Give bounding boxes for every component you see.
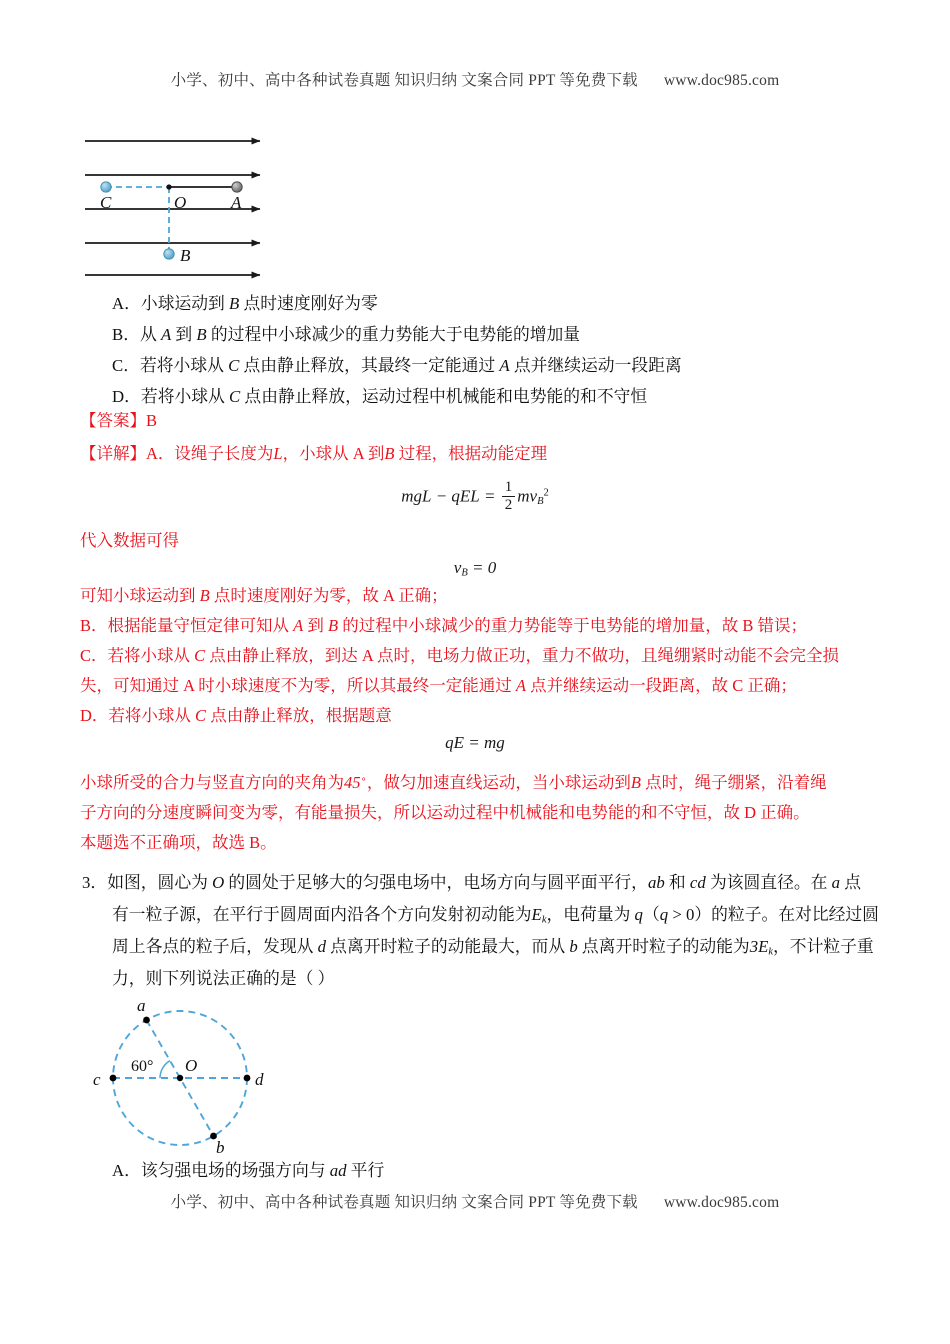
q3-line-4: 力，则下列说法正确的是（ ） — [112, 969, 335, 988]
circle-label-o: O — [185, 1056, 198, 1075]
explanation-line-7: D．若将小球从 C 点由静止释放，根据题意 — [80, 706, 392, 725]
point-o — [177, 1075, 183, 1081]
circle-label-d: d — [255, 1070, 264, 1089]
q2-option-a-label: A． — [112, 294, 141, 313]
circle-label-c: c — [93, 1070, 101, 1089]
figure1-label-b: B — [180, 246, 191, 265]
ball-b — [164, 249, 174, 259]
angle-arc-60 — [160, 1061, 170, 1078]
q2-option-b[interactable] — [112, 321, 580, 345]
formula-vb-zero: $v_B = 0$ — [453, 558, 497, 579]
q3-line-1-text: 如图，圆心为 O 的圆处于足够大的匀强电场中，电场方向与圆平面平行，ab 和 cd 为该圆直径。在 a 点 — [107, 873, 861, 892]
q2-option-b-text: 从 A 到 B 的过程中小球减少的重力势能大于电势能的增加量 — [139, 325, 581, 344]
figure1-label-a: A — [231, 193, 242, 212]
footer-watermark-text: 小学、初中、高中各种试卷真题 知识归纳 文案合同 PPT 等免费下载 — [170, 1194, 638, 1211]
explanation-line-2: 代入数据可得 — [80, 531, 179, 550]
q3-option-a-text: 该匀强电场的场强方向与 ad 平行 — [140, 1161, 385, 1180]
point-d — [244, 1075, 251, 1082]
q3-option-a-label: A． — [112, 1161, 141, 1180]
point-c — [110, 1075, 117, 1082]
q2-option-d-label: D． — [112, 387, 141, 406]
explanation-line-10: 本题选不正确项，故选 B。 — [80, 833, 277, 852]
q2-option-a[interactable] — [112, 290, 378, 314]
explanation-line-1: 【详解】A．设绳子长度为L，小球从 A 到B 过程，根据动能定理 — [80, 444, 548, 463]
q2-option-b-label: B． — [112, 325, 140, 344]
figure1-label-o: O — [174, 193, 187, 212]
footer-watermark — [0, 1190, 950, 1212]
explanation-line-8: 小球所受的合力与竖直方向的夹角为45∘，做匀加速直线运动，当小球运动到B 点时，绳子绷紧，沿着绳 — [80, 773, 827, 792]
q2-option-d[interactable] — [112, 383, 647, 407]
q2-option-c-text: 若将小球从 C 点由静止释放，其最终一定能通过 A 点并继续运动一段距离 — [139, 356, 682, 375]
q3-option-a[interactable] — [112, 1157, 384, 1181]
point-a — [143, 1017, 150, 1024]
answer-line: 【答案】B — [80, 411, 158, 430]
pivot-point-o — [166, 184, 171, 189]
q2-option-c[interactable] — [112, 352, 682, 376]
formula-kinetic-energy-theorem: mgL − qEL = $\frac{1}{2}$ $mv_B^2$ — [401, 479, 549, 513]
explanation-line-3: 可知小球运动到 B 点时速度刚好为零，故 A 正确； — [80, 586, 448, 605]
formula-qe-equals-mg: qE = mg — [445, 733, 505, 752]
q2-option-d-text: 若将小球从 C 点由静止释放，运动过程中机械能和电势能的和不守恒 — [140, 387, 648, 406]
ball-a — [232, 182, 242, 192]
footer-watermark-site: www.doc985.com — [663, 1194, 780, 1211]
explanation-line-4: B．根据能量守恒定律可知从 A 到 B 的过程中小球减少的重力势能等于电势能的增加量，故 B 错误； — [80, 616, 807, 635]
q2-option-c-label: C． — [112, 356, 140, 375]
header-watermark-text: 小学、初中、高中各种试卷真题 知识归纳 文案合同 PPT 等免费下载 — [170, 72, 638, 89]
explanation-line-6: 失，可知通过 A 时小球速度不为零，所以其最终一定能通过 A 点并继续运动一段距离，故 C 正确； — [80, 676, 797, 695]
circle-label-angle: 60° — [131, 1058, 154, 1075]
header-watermark — [0, 68, 950, 90]
q2-option-a-text: 小球运动到 B 点时速度刚好为零 — [140, 294, 378, 313]
figure1-label-c: C — [100, 193, 112, 212]
q3-line-2: 有一粒子源，在平行于圆周面内沿各个方向发射初动能为$E_k$，电荷量为 q（q > 0）的粒子。在对比经过圆 — [112, 905, 879, 926]
explanation-line-5: C．若将小球从 C 点由静止释放，到达 A 点时，电场力做正功，重力不做功，且绳绷紧时动能不会完全损 — [80, 646, 840, 665]
figure-uniform-field-pendulum — [70, 125, 370, 285]
q3-line-3: 周上各点的粒子后，发现从 d 点离开时粒子的动能最大，而从 b 点离开时粒子的动能为$3E_k$，不计粒子重 — [112, 937, 874, 958]
circle-label-b: b — [216, 1138, 225, 1157]
ball-c — [101, 182, 111, 192]
figure-circle-with-diameters — [75, 995, 315, 1160]
explanation-line-9: 子方向的分速度瞬间变为零，有能量损失，所以运动过程中机械能和电势能的和不守恒，故 D 正确。 — [80, 803, 810, 822]
q3-number: 3． — [82, 873, 108, 892]
q3-line-1 — [82, 869, 861, 893]
header-watermark-site: www.doc985.com — [663, 72, 780, 89]
circle-label-a: a — [137, 996, 146, 1015]
